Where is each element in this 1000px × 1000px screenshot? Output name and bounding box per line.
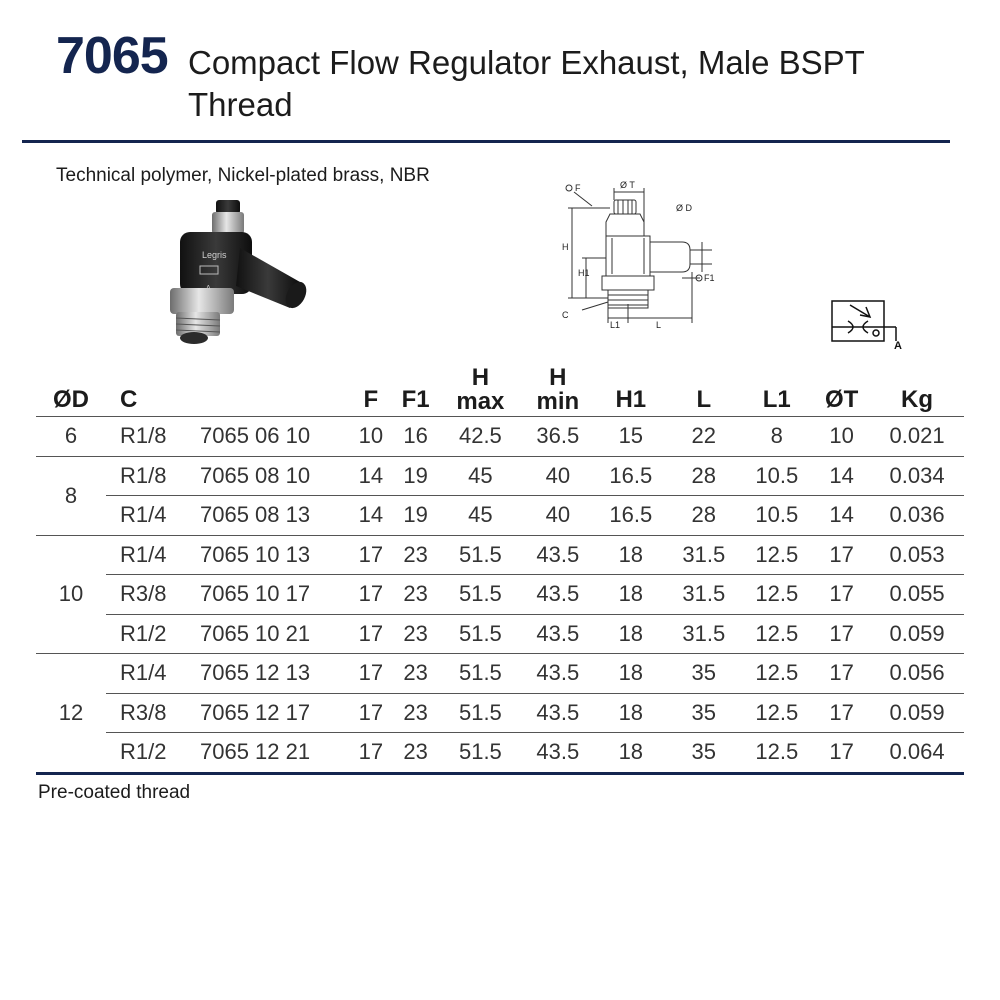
- cell-kg: 0.059: [870, 693, 964, 733]
- cell-l1: 12.5: [740, 614, 813, 654]
- cell-h1: 18: [594, 654, 667, 694]
- drawing-label-l1: L1: [610, 320, 621, 330]
- cell-ref: 7065 12 21: [200, 733, 350, 774]
- cell-l1: 12.5: [740, 575, 813, 615]
- table-row: [36, 496, 964, 536]
- table-header-row: [36, 360, 964, 417]
- col-header-hmin: [521, 360, 594, 417]
- drawing-label-f1: F1: [704, 273, 715, 283]
- cell-f: 17: [350, 614, 392, 654]
- cell-hmin: 43.5: [521, 575, 594, 615]
- cell-kg: 0.034: [870, 456, 964, 496]
- cell-od: 6: [36, 417, 106, 457]
- cell-l: 31.5: [667, 614, 740, 654]
- cell-kg: 0.056: [870, 654, 964, 694]
- cell-kg: 0.021: [870, 417, 964, 457]
- cell-l: 22: [667, 417, 740, 457]
- cell-l1: 12.5: [740, 535, 813, 575]
- cell-f: 17: [350, 654, 392, 694]
- cell-h1: 16.5: [594, 456, 667, 496]
- cell-c: R3/8: [106, 693, 200, 733]
- cell-h1: 16.5: [594, 496, 667, 536]
- cell-h1: 18: [594, 693, 667, 733]
- cell-hmax: 42.5: [439, 417, 521, 457]
- cell-f1: 23: [392, 654, 440, 694]
- cell-f1: 19: [392, 496, 440, 536]
- cell-l: 31.5: [667, 575, 740, 615]
- cell-c: R1/4: [106, 654, 200, 694]
- cell-ot: 14: [813, 496, 870, 536]
- drawing-label-l: L: [656, 320, 662, 330]
- cell-c: R1/2: [106, 614, 200, 654]
- cell-f: 17: [350, 693, 392, 733]
- cell-hmax: 45: [439, 496, 521, 536]
- cell-hmin: 40: [521, 456, 594, 496]
- drawing-label-h: H: [562, 242, 569, 252]
- cell-f: 14: [350, 456, 392, 496]
- cell-ot: 17: [813, 693, 870, 733]
- cell-ref: 7065 08 13: [200, 496, 350, 536]
- cell-hmax: 51.5: [439, 733, 521, 774]
- cell-c: R1/2: [106, 733, 200, 774]
- cell-c: R1/8: [106, 417, 200, 457]
- col-header-l: L: [667, 360, 740, 417]
- cell-od: 8: [36, 456, 106, 535]
- cell-f: 10: [350, 417, 392, 457]
- cell-h1: 18: [594, 535, 667, 575]
- cell-l: 31.5: [667, 535, 740, 575]
- cell-ot: 10: [813, 417, 870, 457]
- cell-l: 35: [667, 693, 740, 733]
- photo-port-label: A: [206, 285, 211, 292]
- cell-ot: 17: [813, 575, 870, 615]
- col-header-ot: ØT: [813, 360, 870, 417]
- col-header-l1: L1: [740, 360, 813, 417]
- cell-f: 17: [350, 575, 392, 615]
- cell-l1: 8: [740, 417, 813, 457]
- col-header-hmax-top: H: [471, 364, 490, 391]
- cell-hmin: 43.5: [521, 614, 594, 654]
- col-header-hmax: [439, 360, 521, 417]
- cell-ref: 7065 10 13: [200, 535, 350, 575]
- cell-hmax: 51.5: [439, 654, 521, 694]
- cell-c: R3/8: [106, 575, 200, 615]
- drawing-label-od: Ø D: [676, 203, 693, 213]
- cell-kg: 0.059: [870, 614, 964, 654]
- cell-h1: 15: [594, 417, 667, 457]
- cell-ot: 17: [813, 654, 870, 694]
- col-header-f1: F1: [392, 360, 440, 417]
- cell-ref: 7065 10 21: [200, 614, 350, 654]
- cell-l1: 10.5: [740, 456, 813, 496]
- cell-l1: 10.5: [740, 496, 813, 536]
- col-header-h1: H1: [594, 360, 667, 417]
- table-row: [36, 693, 964, 733]
- cell-kg: 0.055: [870, 575, 964, 615]
- cell-od: 12: [36, 654, 106, 774]
- drawing-label-ot: Ø T: [620, 180, 635, 190]
- cell-hmax: 51.5: [439, 575, 521, 615]
- product-photo: [140, 190, 320, 350]
- table-row: [36, 535, 964, 575]
- cell-f: 17: [350, 535, 392, 575]
- cell-hmax: 51.5: [439, 535, 521, 575]
- drawing-label-c: C: [562, 310, 569, 320]
- cell-h1: 18: [594, 614, 667, 654]
- cell-hmin: 43.5: [521, 535, 594, 575]
- cell-hmin: 43.5: [521, 693, 594, 733]
- col-header-f: F: [350, 360, 392, 417]
- table-row: [36, 614, 964, 654]
- cell-f1: 23: [392, 693, 440, 733]
- materials-text: Technical polymer, Nickel-plated brass, NBR: [56, 165, 430, 186]
- cell-hmax: 51.5: [439, 614, 521, 654]
- cell-od: 10: [36, 535, 106, 654]
- page-title: Compact Flow Regulator Exhaust, Male BSPT Thread: [188, 44, 865, 123]
- symbol-port-label: A: [894, 340, 902, 351]
- cell-ot: 14: [813, 456, 870, 496]
- spec-table: [36, 360, 964, 775]
- cell-ot: 17: [813, 733, 870, 774]
- cell-f1: 19: [392, 456, 440, 496]
- cell-l: 35: [667, 654, 740, 694]
- cell-l: 28: [667, 496, 740, 536]
- cell-l: 35: [667, 733, 740, 774]
- model-number: 7065: [56, 27, 168, 85]
- col-header-kg: Kg: [870, 360, 964, 417]
- col-header-hmax-bottom: max: [456, 388, 505, 415]
- cell-kg: 0.064: [870, 733, 964, 774]
- cell-kg: 0.053: [870, 535, 964, 575]
- cell-l1: 12.5: [740, 654, 813, 694]
- footnote: Pre-coated thread: [38, 782, 191, 803]
- cell-f1: 16: [392, 417, 440, 457]
- table-row: [36, 575, 964, 615]
- cell-f1: 23: [392, 575, 440, 615]
- cell-ot: 17: [813, 535, 870, 575]
- cell-ref: 7065 08 10: [200, 456, 350, 496]
- cell-c: R1/4: [106, 535, 200, 575]
- drawing-label-h1: H1: [578, 268, 590, 278]
- dimension-drawing: [552, 178, 722, 338]
- col-header-hmin-top: H: [549, 364, 567, 391]
- brand-logo-label: Legris: [202, 250, 227, 260]
- col-header-hmin-bottom: min: [536, 388, 580, 415]
- cell-h1: 18: [594, 575, 667, 615]
- table-row: [36, 733, 964, 774]
- table-row: [36, 456, 964, 496]
- cell-hmin: 40: [521, 496, 594, 536]
- cell-c: R1/8: [106, 456, 200, 496]
- cell-ot: 17: [813, 614, 870, 654]
- cell-f1: 23: [392, 614, 440, 654]
- cell-f1: 23: [392, 535, 440, 575]
- col-header-ref: [200, 360, 350, 417]
- table-row: [36, 417, 964, 457]
- cell-c: R1/4: [106, 496, 200, 536]
- cell-ref: 7065 06 10: [200, 417, 350, 457]
- cell-ref: 7065 10 17: [200, 575, 350, 615]
- cell-hmax: 51.5: [439, 693, 521, 733]
- cell-f1: 23: [392, 733, 440, 774]
- drawing-label-f: F: [575, 183, 581, 193]
- cell-l1: 12.5: [740, 693, 813, 733]
- col-header-c: C: [106, 360, 200, 417]
- cell-hmin: 43.5: [521, 654, 594, 694]
- cell-hmin: 36.5: [521, 417, 594, 457]
- cell-ref: 7065 12 13: [200, 654, 350, 694]
- cell-l: 28: [667, 456, 740, 496]
- cell-f: 14: [350, 496, 392, 536]
- cell-l1: 12.5: [740, 733, 813, 774]
- cell-f: 17: [350, 733, 392, 774]
- cell-ref: 7065 12 17: [200, 693, 350, 733]
- cell-hmin: 43.5: [521, 733, 594, 774]
- flow-regulator-symbol: [826, 295, 910, 351]
- col-header-od: ØD: [36, 360, 106, 417]
- title-divider: [22, 140, 950, 143]
- cell-hmax: 45: [439, 456, 521, 496]
- cell-h1: 18: [594, 733, 667, 774]
- table-row: [36, 654, 964, 694]
- cell-kg: 0.036: [870, 496, 964, 536]
